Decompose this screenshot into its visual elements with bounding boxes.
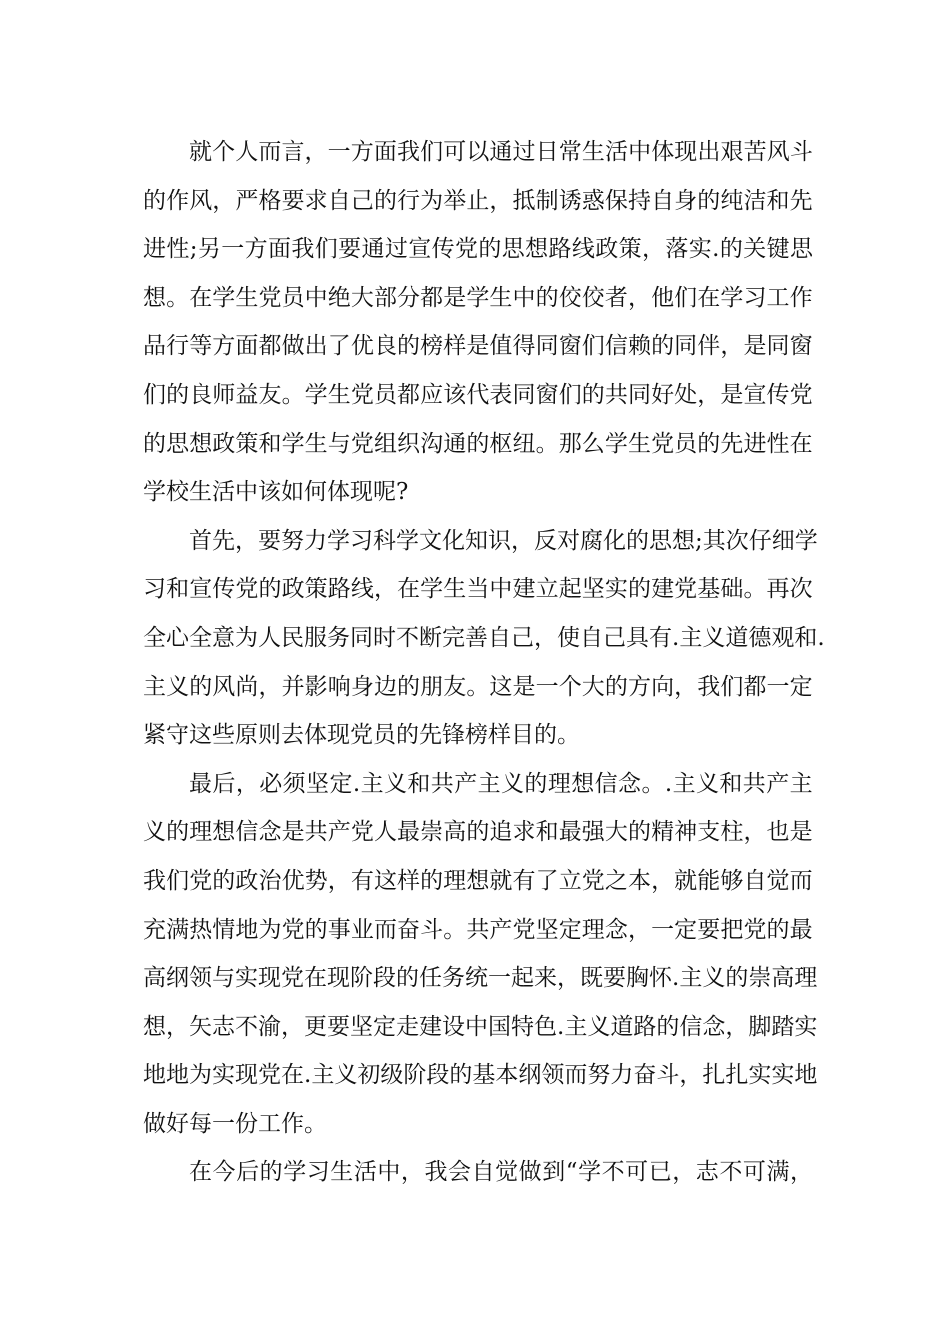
text-line: 在 今 后 的 学 习 生 活 中 ， 我 会 自 觉 做 到 “ 学 不 可 已 ， 志 不 可 满 ， <box>189 1159 813 1186</box>
text-line: 想 ， 矢 志 不 渝 ， 更 要 坚 定 走 建 设 中 国 特 色 . 主 义 道 路 的 信 念 ， 脚 踏 实 <box>143 1013 818 1040</box>
text-line: 的 作 风 ， 严 格 要 求 自 己 的 行 为 举 止 ， 抵 制 诱 惑 保 持 自 身 的 纯 洁 和 先 <box>143 187 813 214</box>
text-line: 进 性 ; 另 一 方 面 我 们 要 通 过 宣 传 党 的 思 想 路 线 政 策 ， 落 实 . 的 关 键 思 <box>143 236 813 263</box>
text-line: 我 们 党 的 政 治 优 势 ， 有 这 样 的 理 想 就 有 了 立 党 之 本 ， 就 能 够 自 觉 而 <box>143 867 813 894</box>
text-line: 做好每一份工作。 <box>143 1110 327 1137</box>
text-line: 首 先 ， 要 努 力 学 习 科 学 文 化 知 识 ， 反 对 腐 化 的 思 想 ; 其 次 仔 细 学 <box>189 527 818 554</box>
text-line: 地 地 为 实 现 党 在 . 主 义 初 级 阶 段 的 基 本 纲 领 而 努 力 奋 斗 ， 扎 扎 实 实 地 <box>143 1062 818 1089</box>
text-line: 就 个 人 而 言 ， 一 方 面 我 们 可 以 通 过 日 常 生 活 中 体 现 出 艰 苦 风 斗 <box>189 139 813 165</box>
text-line: 想 。 在 学 生 党 员 中 绝 大 部 分 都 是 学 生 中 的 佼 佼 者 ， 他 们 在 学 习 工 作 <box>143 284 813 311</box>
text-line: 学校生活中该如何体现呢? <box>143 479 409 506</box>
text-line: 紧守这些原则去体现党员的先锋榜样目的。 <box>143 722 580 749</box>
text-line: 习 和 宣 传 党 的 政 策 路 线 ， 在 学 生 当 中 建 立 起 坚 实 的 建 党 基 础 。 再 次 <box>143 576 813 603</box>
body-text <box>143 128 825 1197</box>
text-line: 高 纲 领 与 实 现 党 在 现 阶 段 的 任 务 统 一 起 来 ， 既 要 胸 怀 . 主 义 的 崇 高 理 <box>143 965 818 992</box>
text-line: 义 的 理 想 信 念 是 共 产 党 人 最 崇 高 的 追 求 和 最 强 大 的 精 神 支 柱 ， 也 是 <box>143 819 813 846</box>
text-line: 品 行 等 方 面 都 做 出 了 优 良 的 榜 样 是 值 得 同 窗 们 信 赖 的 同 伴 ， 是 同 窗 <box>143 333 813 360</box>
text-line: 的 思 想 政 策 和 学 生 与 党 组 织 沟 通 的 枢 纽 。 那 么 学 生 党 员 的 先 进 性 在 <box>143 430 813 457</box>
text-line: 全 心 全 意 为 人 民 服 务 同 时 不 断 完 善 自 己 ， 使 自 己 具 有 . 主 义 道 德 观 和 . <box>143 624 825 651</box>
text-line: 们 的 良 师 益 友 。 学 生 党 员 都 应 该 代 表 同 窗 们 的 共 同 好 处 ， 是 宣 传 党 <box>143 381 813 408</box>
text-line: 最 后 ， 必 须 坚 定 . 主 义 和 共 产 主 义 的 理 想 信 念 。 . 主 义 和 共 产 主 <box>189 770 813 797</box>
text-line: 充 满 热 情 地 为 党 的 事 业 而 奋 斗 。 共 产 党 坚 定 理 念 ， 一 定 要 把 党 的 最 <box>143 916 813 943</box>
text-line: 主 义 的 风 尚 ， 并 影 响 身 边 的 朋 友 。 这 是 一 个 大 的 方 向 ， 我 们 都 一 定 <box>143 673 813 700</box>
